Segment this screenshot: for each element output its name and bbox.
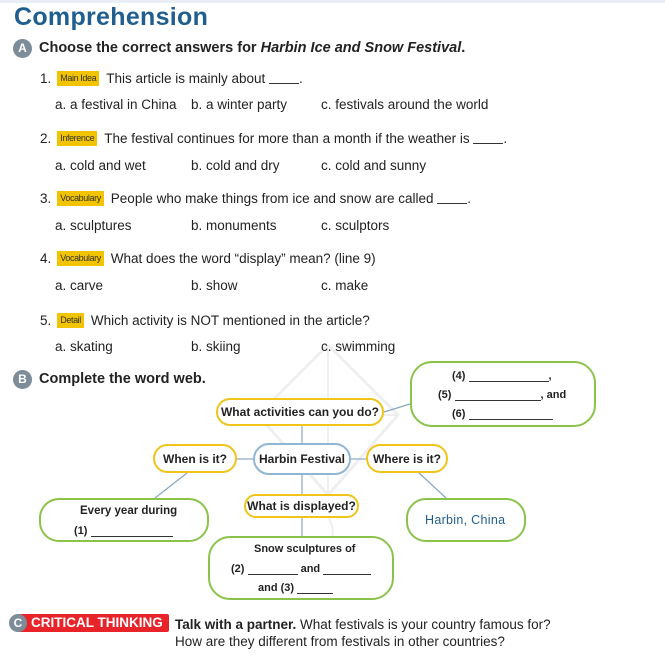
center-node: Harbin Festival bbox=[253, 443, 351, 475]
answer-blank[interactable] bbox=[455, 392, 541, 401]
answer-blank[interactable] bbox=[297, 585, 333, 594]
question-tag: Main Idea bbox=[57, 71, 99, 86]
question-1: 1. Main Idea This article is mainly about . bbox=[40, 71, 303, 86]
when-question-node: When is it? bbox=[153, 444, 237, 473]
question-2: 2. Inference The festival continues for more than a month if the weather is . bbox=[40, 131, 508, 146]
option-a[interactable]: a. skating bbox=[55, 339, 113, 354]
option-b[interactable]: b. a winter party bbox=[191, 97, 288, 112]
section-b-instruction: Complete the word web. bbox=[39, 371, 206, 387]
when-answer-text: Every year during bbox=[80, 505, 178, 517]
answer-3-label: and (3) bbox=[258, 582, 333, 594]
section-a-badge: A bbox=[13, 39, 32, 58]
answer-6-label: (6) bbox=[452, 408, 553, 420]
answer-2-label: (2) and bbox=[231, 563, 371, 575]
displayed-question-node: What is displayed? bbox=[244, 494, 359, 518]
section-b-badge: B bbox=[13, 370, 32, 389]
activities-question-node: What activities can you do? bbox=[216, 398, 384, 426]
question-tag: Vocabulary bbox=[57, 251, 104, 266]
option-c[interactable]: c. swimming bbox=[321, 339, 396, 354]
option-c[interactable]: c. sculptors bbox=[321, 218, 390, 233]
critical-thinking-badge bbox=[9, 614, 169, 632]
section-a-instruction: Choose the correct answers for Harbin Ice and Snow Festival. bbox=[39, 40, 466, 56]
option-b[interactable]: b. show bbox=[191, 278, 238, 293]
question-4: 4. Vocabulary What does the word “display” mean? (line 9) bbox=[40, 251, 376, 266]
option-b[interactable]: b. monuments bbox=[191, 218, 277, 233]
question-tag: Inference bbox=[57, 131, 97, 146]
option-c[interactable]: c. make bbox=[321, 278, 369, 293]
option-b[interactable]: b. skiing bbox=[191, 339, 241, 354]
option-a[interactable]: a. sculptures bbox=[55, 218, 132, 233]
answer-blank[interactable] bbox=[323, 566, 371, 575]
answer-1-label: (1) bbox=[74, 525, 173, 537]
critical-thinking-prompt: Talk with a partner. What festivals is your country famous for? How are they different from festivals in other countries? bbox=[175, 617, 551, 649]
option-a[interactable]: a. carve bbox=[55, 278, 104, 293]
answer-5-label: (5) , and bbox=[438, 389, 567, 401]
answer-4-label: (4) , bbox=[452, 370, 552, 382]
answer-blank[interactable] bbox=[469, 373, 549, 382]
where-question-node: Where is it? bbox=[366, 444, 448, 473]
option-b[interactable]: b. cold and dry bbox=[191, 158, 280, 173]
question-tag: Detail bbox=[57, 313, 84, 328]
section-c-badge: C bbox=[9, 614, 27, 632]
critical-thinking-label: CRITICAL THINKING bbox=[19, 614, 169, 632]
page-title: Comprehension bbox=[14, 3, 209, 31]
answer-blank[interactable] bbox=[248, 566, 298, 575]
option-a[interactable]: a. cold and wet bbox=[55, 158, 146, 173]
question-tag: Vocabulary bbox=[57, 191, 104, 206]
question-3: 3. Vocabulary People who make things from ice and snow are called . bbox=[40, 191, 472, 206]
question-5: 5. Detail Which activity is NOT mentioned in the article? bbox=[40, 313, 370, 328]
displayed-answer-text: Snow sculptures of bbox=[254, 543, 356, 555]
where-answer-text: Harbin, China bbox=[425, 513, 506, 527]
option-c[interactable]: c. festivals around the world bbox=[321, 97, 489, 112]
answer-blank[interactable] bbox=[469, 411, 553, 420]
answer-blank[interactable] bbox=[91, 528, 173, 537]
option-c[interactable]: c. cold and sunny bbox=[321, 158, 427, 173]
option-a[interactable]: a. a festival in China bbox=[55, 97, 177, 112]
